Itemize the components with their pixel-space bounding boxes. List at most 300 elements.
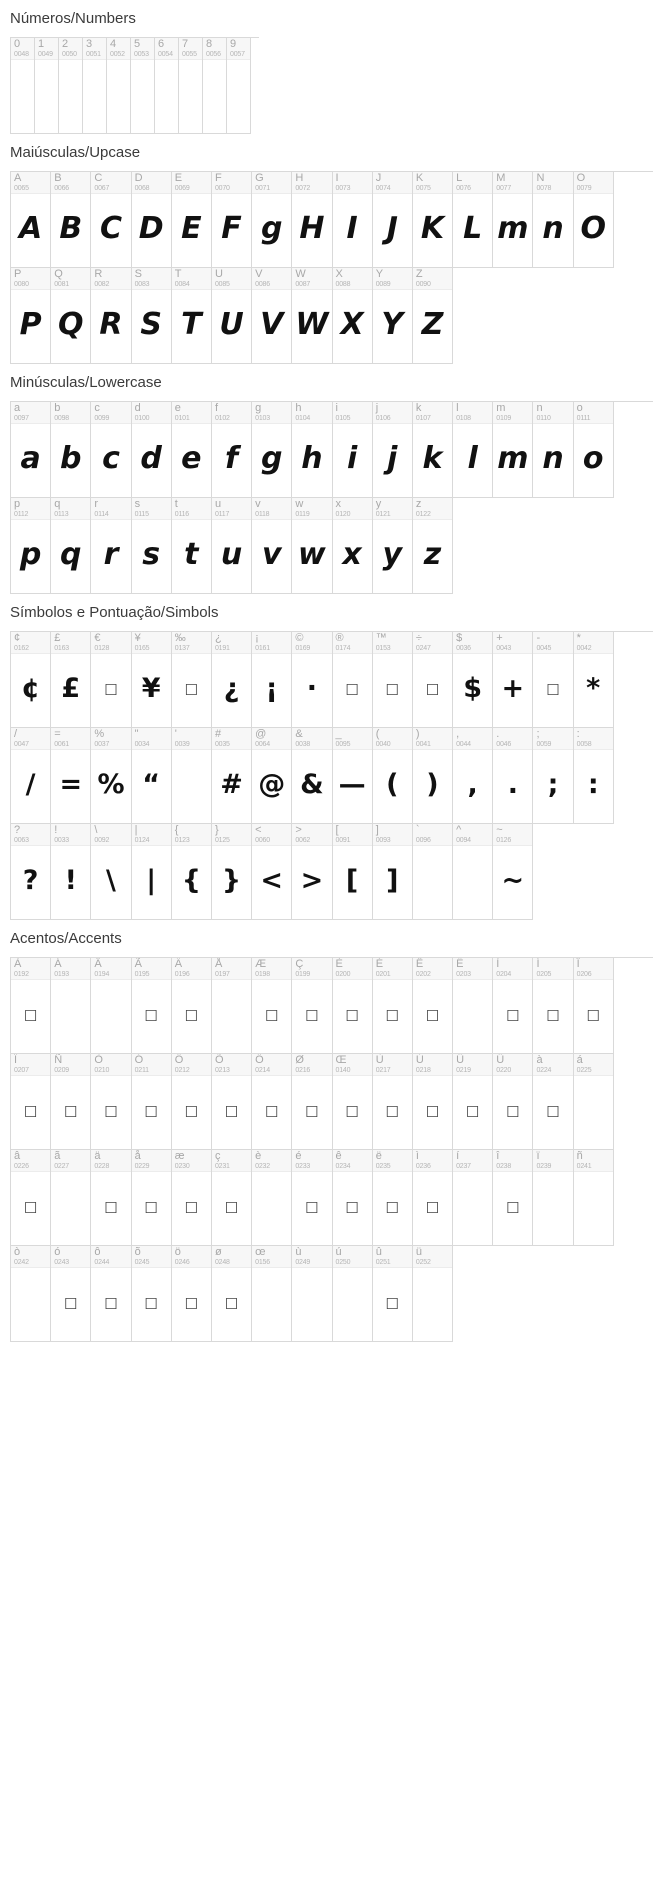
glyph-cell[interactable] — [91, 728, 131, 824]
glyph-cell[interactable] — [212, 498, 252, 594]
glyph-preview: x — [342, 537, 362, 572]
glyph-cell[interactable] — [172, 1054, 212, 1150]
glyph-code-label: 0072 — [295, 185, 311, 192]
glyph-cell[interactable] — [51, 402, 91, 498]
glyph-cell[interactable] — [91, 824, 131, 920]
glyph-cell[interactable] — [252, 958, 292, 1054]
glyph-char-label: ä — [94, 1150, 101, 1162]
glyph-code-label: 0093 — [375, 837, 391, 844]
glyph-cell[interactable] — [292, 1054, 332, 1150]
glyph-cell[interactable] — [333, 958, 373, 1054]
glyph-cell[interactable] — [292, 824, 332, 920]
glyph-char-label: œ — [255, 1246, 266, 1258]
glyph-preview: | — [146, 865, 157, 896]
glyph-cell[interactable] — [203, 38, 227, 134]
glyph-cell[interactable] — [373, 1150, 413, 1246]
glyph-cell[interactable] — [91, 402, 131, 498]
glyph-cell[interactable] — [51, 1150, 91, 1246]
glyph-code-label: 0051 — [86, 51, 101, 58]
glyph-preview — [51, 980, 90, 1053]
glyph-cell[interactable] — [91, 632, 131, 728]
glyph-cell-header — [333, 824, 372, 846]
glyph-preview: ☐ — [425, 1194, 440, 1219]
glyph-char-label: { — [174, 824, 179, 836]
glyph-code-label: 0236 — [415, 1163, 431, 1170]
glyph-cell[interactable] — [51, 1054, 91, 1150]
glyph-cell[interactable] — [252, 1246, 292, 1342]
glyph-cell[interactable] — [59, 38, 83, 134]
glyph-cell[interactable] — [212, 958, 252, 1054]
glyph-cell-header — [413, 402, 452, 424]
glyph-cell[interactable] — [252, 824, 292, 920]
glyph-code-label: 0087 — [295, 281, 311, 288]
glyph-preview: z — [423, 537, 442, 572]
glyph-cell[interactable] — [333, 824, 373, 920]
glyph-cell[interactable] — [373, 1246, 413, 1342]
glyph-cell-header — [413, 728, 452, 750]
glyph-cell[interactable] — [11, 172, 51, 268]
glyph-cell[interactable] — [292, 958, 332, 1054]
glyph-char-label: % — [94, 728, 105, 740]
glyph-cell[interactable] — [252, 402, 292, 498]
glyph-preview: X — [340, 307, 364, 342]
glyph-char-label: â — [14, 1150, 21, 1162]
glyph-char-label: Æ — [255, 958, 267, 970]
glyph-char-label: £ — [54, 632, 61, 644]
glyph-cell-header — [91, 958, 130, 980]
glyph-cell[interactable] — [533, 1150, 573, 1246]
glyph-preview — [83, 60, 106, 133]
glyph-cell[interactable] — [132, 728, 172, 824]
glyph-cell[interactable] — [11, 38, 35, 134]
glyph-cell[interactable] — [51, 268, 91, 364]
glyph-cell[interactable] — [212, 1054, 252, 1150]
glyph-cell[interactable] — [172, 172, 212, 268]
glyph-cell[interactable] — [453, 632, 493, 728]
glyph-cell[interactable] — [292, 498, 332, 594]
glyph-char-label: à — [536, 1054, 543, 1066]
glyph-char-label: ì — [415, 1150, 419, 1162]
glyph-cell[interactable] — [292, 268, 332, 364]
glyph-cell-header — [252, 1246, 291, 1268]
glyph-cell[interactable] — [373, 824, 413, 920]
glyph-char-label: Q — [54, 268, 63, 280]
glyph-preview: ☐ — [425, 676, 440, 701]
glyph-preview: ☐ — [345, 676, 359, 701]
glyph-cell[interactable] — [132, 958, 172, 1054]
glyph-cell-header — [453, 1150, 492, 1172]
glyph-preview — [227, 60, 250, 133]
glyph-char-label: Ô — [174, 1054, 184, 1066]
glyph-cell[interactable] — [91, 172, 131, 268]
glyph-preview: J — [386, 211, 398, 246]
glyph-cell[interactable] — [227, 38, 251, 134]
glyph-preview: ☐ — [305, 1002, 319, 1027]
glyph-cell-header — [373, 824, 412, 846]
glyph-code-label: 0059 — [536, 741, 552, 748]
glyph-cell[interactable] — [172, 1150, 212, 1246]
glyph-char-label: ù — [295, 1246, 302, 1258]
glyph-cell[interactable] — [292, 1246, 332, 1342]
glyph-cell[interactable] — [413, 1054, 453, 1150]
glyph-cell-header — [132, 1246, 171, 1268]
glyph-char-label: H — [295, 172, 304, 184]
glyph-cell[interactable] — [252, 498, 292, 594]
glyph-preview: n — [542, 211, 564, 246]
glyph-cell[interactable] — [172, 958, 212, 1054]
glyph-cell[interactable] — [413, 958, 453, 1054]
glyph-cell[interactable] — [413, 498, 453, 594]
glyph-cell[interactable] — [11, 632, 51, 728]
glyph-cell[interactable] — [11, 268, 51, 364]
glyph-cell[interactable] — [533, 728, 573, 824]
glyph-cell[interactable] — [574, 172, 614, 268]
glyph-cell[interactable] — [292, 172, 332, 268]
glyph-cell[interactable] — [533, 172, 573, 268]
glyph-cell[interactable] — [91, 1054, 131, 1150]
glyph-preview: — — [338, 769, 366, 800]
glyph-cell[interactable] — [132, 402, 172, 498]
glyph-cell-header — [252, 1150, 291, 1172]
glyph-cell[interactable] — [11, 958, 51, 1054]
glyph-preview: ( — [386, 769, 399, 800]
glyph-preview: ☐ — [144, 1002, 158, 1027]
glyph-cell-header — [373, 632, 412, 654]
glyph-cell[interactable] — [51, 172, 91, 268]
glyph-cell[interactable] — [373, 402, 413, 498]
glyph-code-label: 0104 — [295, 415, 311, 422]
glyph-cell[interactable] — [413, 268, 453, 364]
glyph-cell[interactable] — [453, 824, 493, 920]
glyph-char-label: g — [255, 402, 262, 414]
glyph-code-label: 0083 — [134, 281, 150, 288]
glyph-cell-header — [292, 728, 331, 750]
glyph-preview: ☐ — [104, 1290, 118, 1315]
glyph-cell[interactable] — [574, 1150, 614, 1246]
glyph-cell-header — [91, 172, 130, 194]
glyph-preview: ☐ — [385, 1290, 399, 1315]
glyph-code-label: 0108 — [456, 415, 471, 422]
glyph-preview — [453, 1172, 492, 1245]
glyph-char-label: ò — [14, 1246, 21, 1258]
glyph-cell[interactable] — [453, 1054, 493, 1150]
glyph-char-label: 1 — [38, 38, 45, 50]
glyph-preview — [131, 60, 154, 133]
glyph-char-label: 7 — [182, 38, 189, 50]
glyph-code-label: 0035 — [214, 741, 230, 748]
glyph-preview: C — [99, 211, 122, 246]
glyph-preview — [203, 60, 226, 133]
glyph-code-label: 0137 — [174, 645, 190, 652]
glyph-cell[interactable] — [413, 824, 453, 920]
glyph-cell-header — [212, 1150, 251, 1172]
glyph-cell[interactable] — [453, 1150, 493, 1246]
glyph-char-label: l — [456, 402, 459, 414]
glyph-cell[interactable] — [574, 728, 614, 824]
glyph-char-label: x — [335, 498, 341, 510]
glyph-char-label: - — [536, 632, 541, 644]
glyph-cell[interactable] — [373, 268, 413, 364]
glyph-cell[interactable] — [373, 632, 413, 728]
glyph-code-label: 0194 — [94, 971, 110, 978]
glyph-preview — [51, 1172, 90, 1245]
glyph-cell-header — [252, 632, 291, 654]
glyph-cell[interactable] — [91, 1246, 131, 1342]
glyph-cell[interactable] — [574, 958, 614, 1054]
glyph-preview: } — [221, 865, 242, 896]
glyph-cell[interactable] — [131, 38, 155, 134]
glyph-cell[interactable] — [212, 824, 252, 920]
glyph-preview: ¿ — [223, 673, 240, 704]
glyph-cell[interactable] — [493, 824, 533, 920]
glyph-char-label: À — [14, 958, 22, 970]
glyph-cell[interactable] — [51, 824, 91, 920]
glyph-cell[interactable] — [212, 632, 252, 728]
glyph-cell[interactable] — [252, 172, 292, 268]
glyph-char-label: < — [255, 824, 262, 836]
glyph-code-label: 0076 — [456, 185, 471, 192]
glyph-cell-header — [91, 1246, 130, 1268]
glyph-cell[interactable] — [493, 728, 533, 824]
glyph-char-label: ~ — [496, 824, 503, 836]
glyph-cell[interactable] — [252, 632, 292, 728]
glyph-cell[interactable] — [292, 728, 332, 824]
glyph-cell[interactable] — [172, 402, 212, 498]
glyph-preview: g — [260, 441, 283, 476]
glyph-preview: ☐ — [104, 1098, 118, 1123]
glyph-char-label: s — [134, 498, 141, 510]
glyph-preview: ☐ — [385, 1098, 399, 1123]
glyph-cell-header — [533, 728, 572, 750]
glyph-code-label: 0056 — [206, 51, 221, 58]
glyph-code-label: 0047 — [14, 741, 29, 748]
glyph-preview: B — [59, 211, 83, 246]
glyph-cell[interactable] — [333, 1054, 373, 1150]
glyph-code-label: 0231 — [214, 1163, 230, 1170]
glyph-cell[interactable] — [252, 1150, 292, 1246]
glyph-code-label: 0252 — [415, 1259, 431, 1266]
glyph-cell[interactable] — [212, 728, 252, 824]
glyph-cell[interactable] — [11, 1054, 51, 1150]
glyph-char-label: ô — [94, 1246, 101, 1258]
glyph-cell[interactable] — [333, 498, 373, 594]
glyph-cell[interactable] — [373, 498, 413, 594]
glyph-preview: . — [507, 769, 518, 800]
glyph-cell[interactable] — [11, 728, 51, 824]
glyph-cell[interactable] — [453, 172, 493, 268]
glyph-cell[interactable] — [51, 498, 91, 594]
glyph-cell[interactable] — [11, 1150, 51, 1246]
glyph-cell[interactable] — [292, 1150, 332, 1246]
glyph-char-label: Œ — [335, 1054, 347, 1066]
glyph-cell-header — [333, 402, 372, 424]
glyph-cell[interactable] — [172, 268, 212, 364]
glyph-cell[interactable] — [413, 402, 453, 498]
glyph-cell[interactable] — [132, 1054, 172, 1150]
glyph-cell[interactable] — [212, 268, 252, 364]
glyph-cell[interactable] — [493, 958, 533, 1054]
glyph-cell-header — [292, 498, 331, 520]
glyph-cell[interactable] — [11, 1246, 51, 1342]
glyph-cell[interactable] — [132, 268, 172, 364]
glyph-cell[interactable] — [413, 632, 453, 728]
glyph-cell[interactable] — [533, 402, 573, 498]
glyph-cell[interactable] — [172, 728, 212, 824]
glyph-cell[interactable] — [453, 958, 493, 1054]
glyph-cell[interactable] — [132, 1246, 172, 1342]
glyph-cell[interactable] — [11, 498, 51, 594]
glyph-code-label: 0128 — [94, 645, 110, 652]
glyph-code-label: 0202 — [415, 971, 431, 978]
glyph-cell[interactable] — [413, 172, 453, 268]
glyph-cell[interactable] — [132, 172, 172, 268]
glyph-cell[interactable] — [35, 38, 59, 134]
glyph-cell[interactable] — [574, 402, 614, 498]
glyph-cell[interactable] — [212, 402, 252, 498]
glyph-cell[interactable] — [172, 1246, 212, 1342]
glyph-cell[interactable] — [413, 1150, 453, 1246]
glyph-cell[interactable] — [333, 1150, 373, 1246]
glyph-char-label: N — [536, 172, 545, 184]
glyph-cell[interactable] — [179, 38, 203, 134]
glyph-code-label: 0162 — [14, 645, 29, 652]
glyph-cell[interactable] — [333, 402, 373, 498]
glyph-preview: u — [220, 537, 243, 572]
glyph-cell[interactable] — [252, 728, 292, 824]
glyph-cell[interactable] — [252, 268, 292, 364]
glyph-cell[interactable] — [333, 268, 373, 364]
glyph-cell[interactable] — [91, 958, 131, 1054]
glyph-cell-header — [574, 172, 613, 194]
glyph-preview: s — [142, 537, 161, 572]
glyph-preview — [212, 980, 251, 1053]
glyph-cell[interactable] — [493, 172, 533, 268]
glyph-cell[interactable] — [212, 172, 252, 268]
glyph-cell[interactable] — [11, 824, 51, 920]
glyph-code-label: 0064 — [255, 741, 270, 748]
glyph-cell[interactable] — [493, 1150, 533, 1246]
glyph-cell[interactable] — [373, 1054, 413, 1150]
glyph-preview — [413, 846, 452, 919]
glyph-code-label: 0161 — [255, 645, 270, 652]
glyph-cell[interactable] — [91, 498, 131, 594]
glyph-cell[interactable] — [51, 958, 91, 1054]
glyph-cell[interactable] — [132, 498, 172, 594]
glyph-cell[interactable] — [413, 728, 453, 824]
glyph-cell-header — [51, 632, 90, 654]
glyph-cell[interactable] — [453, 728, 493, 824]
glyph-char-label: L — [456, 172, 463, 184]
glyph-code-label: 0217 — [375, 1067, 391, 1074]
glyph-cell[interactable] — [333, 728, 373, 824]
glyph-cell-header — [333, 172, 372, 194]
glyph-cell[interactable] — [373, 958, 413, 1054]
glyph-cell-header — [172, 632, 211, 654]
glyph-cell-header — [51, 1246, 90, 1268]
glyph-cell[interactable] — [132, 632, 172, 728]
glyph-cell[interactable] — [172, 498, 212, 594]
glyph-preview: ☐ — [345, 1002, 359, 1027]
glyph-cell[interactable] — [533, 632, 573, 728]
glyph-char-label: Z — [415, 268, 423, 280]
glyph-code-label: 0068 — [134, 185, 150, 192]
glyph-cell[interactable] — [132, 824, 172, 920]
glyph-char-label: ö — [174, 1246, 181, 1258]
glyph-code-label: 0225 — [576, 1067, 592, 1074]
glyph-cell[interactable] — [333, 632, 373, 728]
glyph-code-label: 0232 — [255, 1163, 270, 1170]
glyph-cell[interactable] — [172, 824, 212, 920]
glyph-cell[interactable] — [493, 1054, 533, 1150]
glyph-cell[interactable] — [373, 172, 413, 268]
glyph-preview — [107, 60, 130, 133]
glyph-cell-header — [533, 958, 572, 980]
glyph-preview: ☐ — [546, 1002, 560, 1027]
glyph-cell[interactable] — [11, 402, 51, 498]
glyph-cell[interactable] — [91, 268, 131, 364]
glyph-char-label: ¢ — [14, 632, 21, 644]
glyph-cell[interactable] — [51, 632, 91, 728]
glyph-cell-header — [373, 402, 412, 424]
glyph-cell[interactable] — [132, 1150, 172, 1246]
glyph-cell-header — [413, 1150, 452, 1172]
glyph-cell[interactable] — [533, 958, 573, 1054]
glyph-cell-header — [493, 402, 532, 424]
glyph-cell[interactable] — [574, 1054, 614, 1150]
glyph-code-label: 0200 — [335, 971, 351, 978]
glyph-cell[interactable] — [493, 632, 533, 728]
glyph-cell[interactable] — [107, 38, 131, 134]
glyph-cell[interactable] — [155, 38, 179, 134]
glyph-cell[interactable] — [533, 1054, 573, 1150]
glyph-code-label: 0206 — [576, 971, 592, 978]
glyph-cell[interactable] — [292, 632, 332, 728]
glyph-cell[interactable] — [413, 1246, 453, 1342]
glyph-cell[interactable] — [574, 632, 614, 728]
section-title-numbers: Números/Numbers — [10, 10, 136, 27]
glyph-cell[interactable] — [333, 1246, 373, 1342]
glyph-code-label: 0197 — [214, 971, 230, 978]
glyph-cell-header — [11, 632, 50, 654]
glyph-preview: k — [422, 441, 443, 476]
glyph-code-label: 0216 — [295, 1067, 311, 1074]
glyph-cell[interactable] — [453, 402, 493, 498]
glyph-code-label: 0196 — [174, 971, 190, 978]
glyph-cell[interactable] — [91, 1150, 131, 1246]
glyph-cell[interactable] — [292, 402, 332, 498]
glyph-char-label: Ï — [14, 1054, 18, 1066]
glyph-cell[interactable] — [493, 402, 533, 498]
glyph-cell[interactable] — [51, 1246, 91, 1342]
glyph-cell[interactable] — [333, 172, 373, 268]
glyph-cell[interactable] — [212, 1246, 252, 1342]
glyph-cell-header — [333, 1246, 372, 1268]
glyph-preview: ☐ — [265, 1002, 279, 1027]
glyph-preview — [179, 60, 202, 133]
glyph-preview: · — [306, 673, 318, 704]
glyph-cell[interactable] — [252, 1054, 292, 1150]
glyph-cell[interactable] — [172, 632, 212, 728]
glyph-char-label: \ — [94, 824, 98, 836]
glyph-char-label: Ù — [375, 1054, 384, 1066]
glyph-cell[interactable] — [83, 38, 107, 134]
glyph-cell[interactable] — [51, 728, 91, 824]
glyph-cell[interactable] — [212, 1150, 252, 1246]
glyph-char-label: U — [214, 268, 223, 280]
glyph-char-label: Ä — [174, 958, 183, 970]
glyph-char-label: p — [14, 498, 21, 510]
glyph-cell[interactable] — [373, 728, 413, 824]
